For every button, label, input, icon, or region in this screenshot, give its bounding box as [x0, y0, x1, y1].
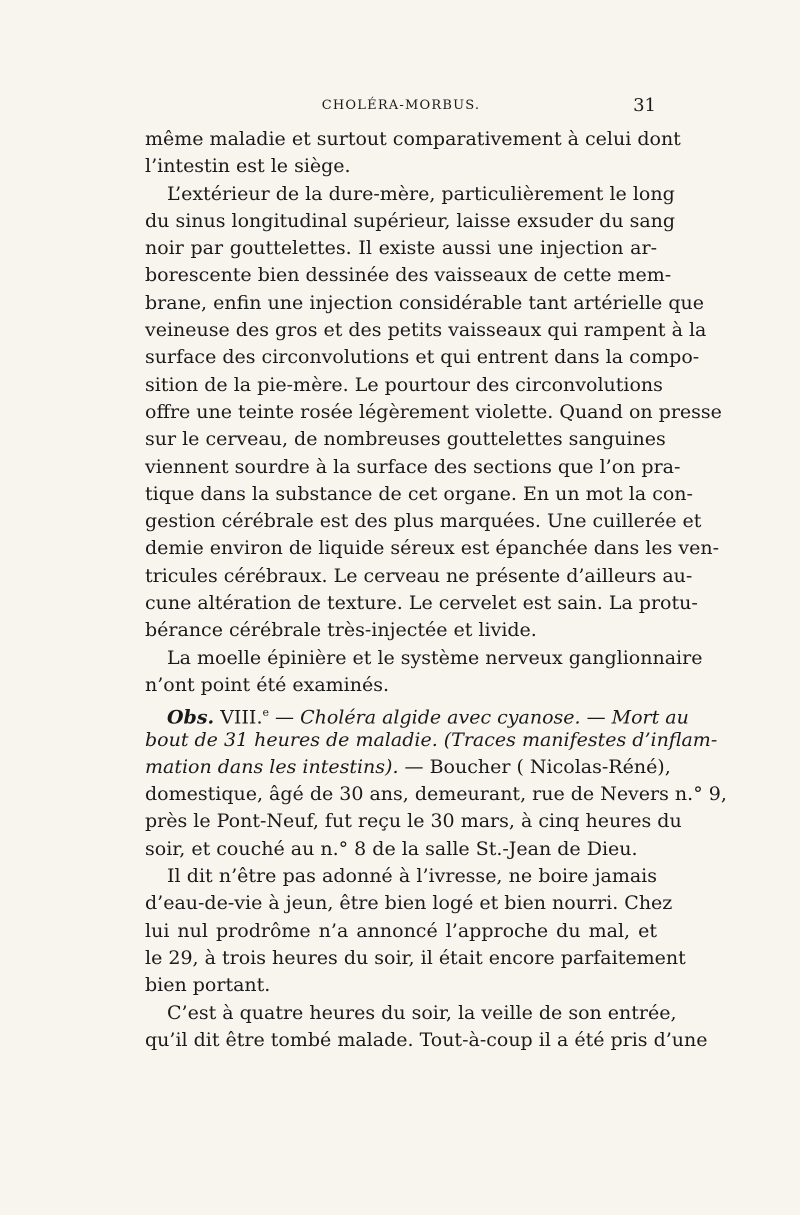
text-line: bien portant.	[145, 974, 271, 997]
text-line: noir par gouttelettes. Il existe aussi une injection ar-	[145, 237, 657, 260]
text-line: demie environ de liquide séreux est épanchée dans les ven-	[145, 537, 720, 560]
text-line: domestique, âgé de 30 ans, demeurant, rue de Nevers n.° 9,	[145, 783, 727, 806]
text-line: n’ont point été examinés.	[145, 673, 390, 696]
text-line: C’est à quatre heures du soir, la veille de son entrée,	[167, 1001, 677, 1024]
observation-heading	[145, 699, 689, 729]
text-line: borescente bien dessinée des vaisseaux de cette mem-	[145, 264, 672, 287]
text-line: qu’il dit être tombé malade. Tout-à-coup il a été pris d’une	[145, 1028, 708, 1051]
running-title: CHOLÉRA-MORBUS.	[321, 98, 481, 113]
text-line: d’eau-de-vie à jeun, être bien logé et bien nourri. Chez	[145, 892, 673, 915]
text-line: soir, et couché au n.° 8 de la salle St.-Jean de Dieu.	[145, 837, 638, 860]
text-line: l’intestin est le siège.	[145, 155, 351, 178]
obs-number-sup: e	[262, 706, 269, 720]
text-line: lui nul prodrôme n’a annoncé l’approche du mal, et	[145, 919, 657, 942]
text-line: gestion cérébrale est des plus marquées. Une cuillerée et	[145, 510, 702, 533]
text-line: tique dans la substance de cet organe. En un mot la con-	[145, 482, 693, 505]
patient-name: — Boucher ( Nicolas-Réné),	[404, 755, 671, 778]
text-line: viennent sourdre à la surface des sections que l’on pra-	[145, 455, 681, 478]
text-line: L’extérieur de la dure-mère, particulièrement le long	[167, 182, 675, 205]
text-line: le 29, à trois heures du soir, il était encore parfaitement	[145, 946, 686, 969]
obs-title: — Choléra algide avec cyanose. — Mort au	[275, 706, 689, 729]
text-line: cune altération de texture. Le cervelet est sain. La protu-	[145, 592, 698, 615]
text-line: brane, enfin une injection considérable tant artérielle que	[145, 291, 704, 314]
obs-label: Obs.	[167, 706, 215, 729]
text-line: près le Pont-Neuf, fut reçu le 30 mars, à cinq heures du	[145, 810, 682, 833]
text-line: surface des circonvolutions et qui entrent dans la compo-	[145, 346, 700, 369]
text-line	[145, 754, 671, 781]
text-line: Il dit n’être pas adonné à l’ivresse, ne boire jamais	[167, 865, 657, 888]
text-line: bérance cérébrale très-injectée et livide.	[145, 619, 537, 642]
page-number: 31	[633, 95, 656, 116]
text-line: bout de 31 heures de maladie. (Traces manifestes d’inflam-	[145, 728, 718, 751]
text-line: veineuse des gros et des petits vaisseaux qui rampent à la	[145, 319, 707, 342]
text-line: même maladie et surtout comparativement à celui dont	[145, 128, 681, 150]
text-line: La moelle épinière et le système nerveux ganglionnaire	[167, 646, 703, 669]
obs-number: VIII.	[220, 706, 263, 729]
text-line: sur le cerveau, de nombreuses gouttelettes sanguines	[145, 428, 666, 451]
text-line: tricules cérébraux. Le cerveau ne présente d’ailleurs au-	[145, 564, 693, 587]
text-line: du sinus longitudinal supérieur, laisse exsuder du sang	[145, 209, 676, 232]
running-head	[146, 95, 656, 124]
text-line: sition de la pie-mère. Le pourtour des circonvolutions	[145, 373, 663, 396]
body-text	[145, 126, 727, 1054]
obs-title-end: mation dans les intestins).	[145, 755, 399, 778]
text-line: offre une teinte rosée légèrement violette. Quand on presse	[145, 400, 722, 423]
